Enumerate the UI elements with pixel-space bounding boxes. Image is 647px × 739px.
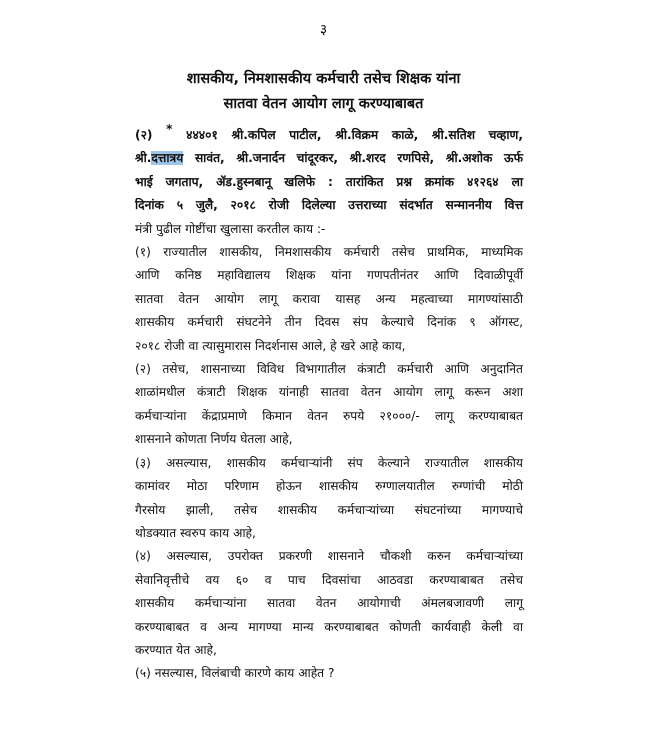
question-line-3: भाई जगताप, ॲड.हुस्नबानू खलिफे : तारांकित प्रश्न क्रमांक ४१२६४ ला — [135, 174, 523, 189]
sub-question-line: (५) नसल्यास, विलंबाची कारणे काय आहेत ? — [135, 666, 335, 681]
sub-question-line: शासकीय कर्मचाऱ्यांना सातवा वेतन आयोगाची अंमलबजावणी लागू — [135, 596, 523, 611]
highlighted-text: दत्तात्रय — [151, 151, 184, 166]
sub-question — [135, 358, 523, 452]
sub-questions — [135, 241, 523, 686]
sub-question-line: शाळांमधील कंत्राटी शिक्षक यांनाही सातवा वेतन आयोग लागू करून अशा — [135, 385, 523, 400]
sub-question-line: करण्यात येत आहे, — [135, 642, 217, 657]
starred-marker: * — [166, 122, 173, 136]
sub-question-line: (४) असल्यास, उपरोक्त प्रकरणी शासनाने चौकशी करुन कर्मचाऱ्यांच्या — [135, 549, 523, 564]
question-line-1 — [135, 124, 523, 147]
question-body — [135, 124, 523, 686]
sub-question-line: २०१८ रोजी वा त्यासुमारास निदर्शनास आले, हे खरे आहे काय, — [135, 338, 406, 353]
question-members-1: ४४४०१ श्री.कपिल पाटील, श्री.विक्रम काळे, श्री.सतिश चव्हाण, — [186, 128, 523, 142]
sub-question-line: कामांवर मोठा परिणाम होऊन शासकीय रुग्णालयातील रुग्णांची मोठी — [135, 479, 523, 494]
question-line-2 — [135, 147, 523, 170]
member-prefix: श्री. — [135, 151, 152, 166]
sub-question-line: (२) तसेच, शासनाच्या विविध विभागातील कंत्राटी कर्मचारी आणि अनुदानित — [135, 362, 523, 377]
question-line-4: दिनांक ५ जुलै, २०१८ रोजी दिलेल्या उत्तराच्या संदर्भात सन्माननीय वित्त — [135, 198, 523, 213]
sub-question-line: (१) राज्यातील शासकीय, निमशासकीय कर्मचारी तसेच प्राथमिक, माध्यमिक — [135, 245, 523, 260]
sub-question — [135, 662, 523, 685]
sub-question-line: कर्मचाऱ्यांना केंद्राप्रमाणे किमान वेतन रुपये २१०००/- लागू करण्याबाबत — [135, 408, 523, 423]
question-line-5: मंत्री पुढील गोष्टींचा खुलासा करतील काय :- — [135, 221, 326, 236]
sub-question-line: गैरसोय झाली, तसेच शासकीय कर्मचाऱ्यांच्या संघटनांच्या मागण्याचे — [135, 502, 523, 517]
sub-question-line: करण्याबाबत व अन्य मागण्या मान्य करण्याबाबत कोणती कार्यवाही केली वा — [135, 619, 523, 634]
sub-question-line: (३) असल्यास, शासकीय कर्मचाऱ्यांनी संप केल्याने राज्यातील शासकीय — [135, 455, 523, 470]
title-line-2: सातवा वेतन आयोग लागू करण्याबाबत — [223, 96, 424, 112]
question-members-2: सावंत, श्री.जनार्दन चांदूरकर, श्री.शरद रणपिसे, श्री.अशोक ऊर्फ — [183, 151, 523, 166]
title-line-1: शासकीय, निमशासकीय कर्मचारी तसेच शिक्षक यांना — [186, 71, 461, 87]
sub-question — [135, 241, 523, 358]
sub-question-line: सातवा वेतन आयोग लागू करावा यासह अन्य महत्वाच्या मागण्यांसाठी — [135, 291, 523, 306]
sub-question — [135, 545, 523, 662]
question-number: (२) — [135, 128, 153, 142]
sub-question-line: शासनाने कोणता निर्णय घेतला आहे, — [135, 432, 293, 447]
sub-question-line: आणि कनिष्ठ महाविद्यालय शिक्षक यांना गणपतीनंतर आणि दिवाळीपूर्वी — [135, 268, 523, 283]
page-number: ३ — [319, 22, 328, 38]
sub-question — [135, 452, 523, 546]
sub-question-line: सेवानिवृत्तीचे वय ६० व पाच दिवसांचा आठवडा करण्याबाबत तसेच — [135, 572, 523, 587]
sub-question-line: थोडक्यात स्वरुप काय आहे, — [135, 525, 256, 540]
sub-question-line: शासकीय कर्मचारी संघटनेने तीन दिवस संप केल्याचे दिनांक ९ ऑगस्ट, — [135, 315, 523, 330]
